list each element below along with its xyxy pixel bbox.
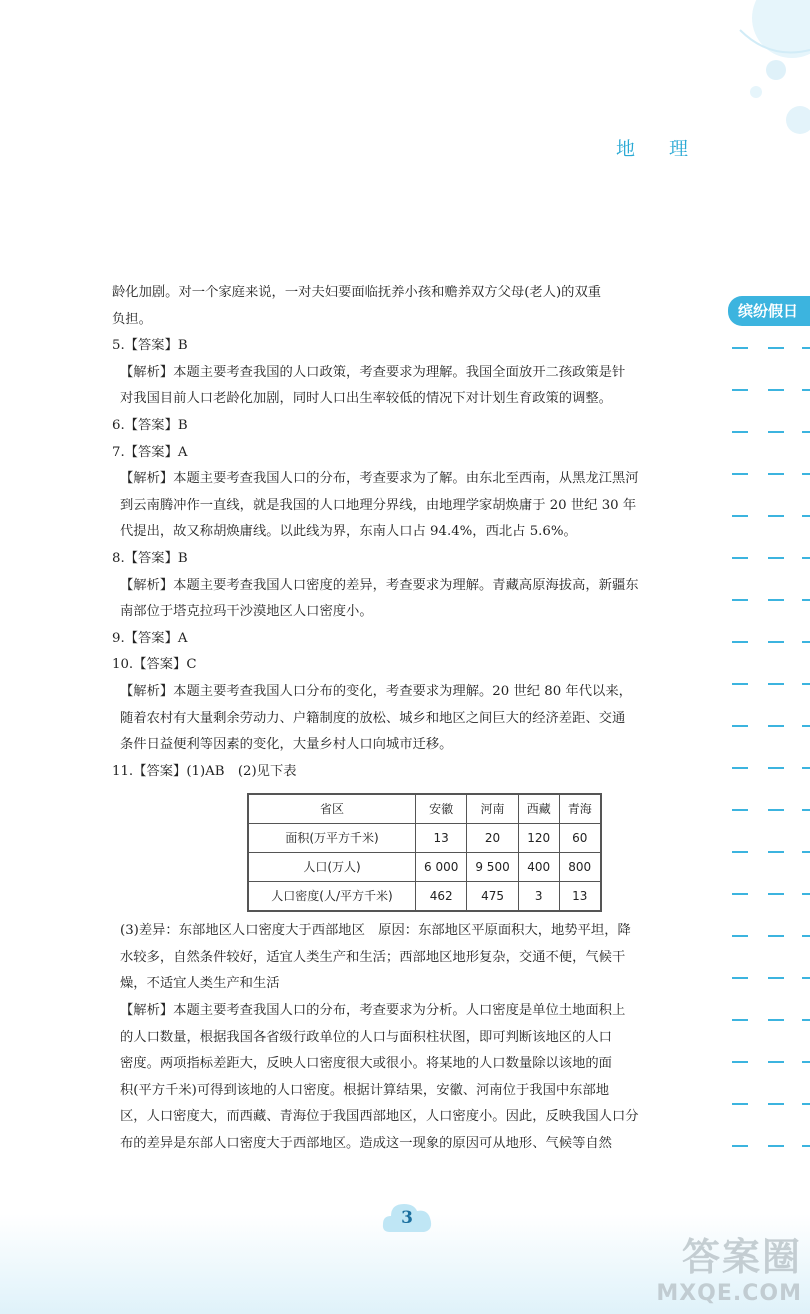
page-number-text: 3 bbox=[401, 1208, 413, 1228]
side-note-lines bbox=[728, 340, 810, 1160]
table-header: 河南 bbox=[467, 794, 518, 824]
text-line: 密度。两项指标差距大，反映人口密度很大或很小。将某地的人口数量除以该地的面 bbox=[120, 1056, 612, 1072]
table-cell: 800 bbox=[559, 853, 601, 882]
table-header: 安徽 bbox=[416, 794, 467, 824]
table-cell: 面积(万平方千米) bbox=[248, 824, 416, 853]
table-cell: 9 500 bbox=[467, 853, 518, 882]
table-row bbox=[248, 824, 601, 853]
table-cell: 20 bbox=[467, 824, 518, 853]
table-cell: 13 bbox=[416, 824, 467, 853]
subject-title: 地 理 bbox=[615, 138, 702, 160]
table-cell: 60 bbox=[559, 824, 601, 853]
watermark-logo bbox=[656, 1226, 802, 1306]
side-tab: 缤纷假日 bbox=[728, 296, 810, 326]
answer-line: 6.【答案】B bbox=[112, 417, 188, 433]
text-line: 条件日益便利等因素的变化，大量乡村人口向城市迁移。 bbox=[120, 737, 453, 753]
answer-line: 5.【答案】B bbox=[112, 338, 188, 354]
text-line: 水较多，自然条件较好，适宜人类生产和生活；西部地区地形复杂，交通不便，气候干 bbox=[120, 949, 626, 965]
analysis-line: 【解析】本题主要考查我国人口分布的变化，考查要求为理解。20 世纪 80 年代以来， bbox=[120, 683, 632, 699]
text-line: 积(平方千米)可得到该地的人口密度。根据计算结果，安徽、河南位于我国中东部地 bbox=[120, 1082, 610, 1098]
table-row bbox=[248, 853, 601, 882]
analysis-line: 【解析】本题主要考查我国人口的分布，考查要求为了解。由东北至西南，从黑龙江黑河 bbox=[120, 471, 639, 487]
watermark-line1: 答案圈 bbox=[681, 1235, 802, 1279]
analysis-line: 【解析】本题主要考查我国的人口政策，考查要求为理解。我国全面放开二孩政策是针 bbox=[120, 364, 626, 380]
table-header: 省区 bbox=[248, 794, 416, 824]
text-line: 南部位于塔克拉玛干沙漠地区人口密度小。 bbox=[120, 604, 373, 620]
table-cell: 6 000 bbox=[416, 853, 467, 882]
text-line: 负担。 bbox=[112, 311, 152, 327]
text-line: 到云南腾冲作一直线，就是我国的人口地理分界线，由地理学家胡焕庸于 20 世纪 30 年 bbox=[120, 497, 637, 513]
text-line: 龄化加剧。对一个家庭来说，一对夫妇要面临抚养小孩和赡养双方父母(老人)的双重 bbox=[112, 285, 602, 300]
analysis-line: 【解析】本题主要考查我国人口的分布，考查要求为分析。人口密度是单位土地面积上 bbox=[120, 1003, 626, 1019]
text-line: 燥，不适宜人类生产和生活 bbox=[120, 976, 280, 992]
page-number bbox=[380, 1198, 434, 1238]
text-line: 的人口数量，根据我国各省级行政单位的人口与面积柱状图，即可判断该地区的人口 bbox=[120, 1029, 612, 1045]
text-line: 区，人口密度大，而西藏、青海位于我国西部地区，人口密度小。因此，反映我国人口分 bbox=[120, 1109, 639, 1125]
analysis-line: 【解析】本题主要考查我国人口密度的差异，考查要求为理解。青藏高原海拔高，新疆东 bbox=[120, 577, 639, 593]
table-cell: 人口(万人) bbox=[248, 853, 416, 882]
watermark-line2: MXQE.COM bbox=[656, 1281, 802, 1306]
population-table bbox=[247, 793, 602, 912]
answer-line: 11.【答案】(1)AB (2)见下表 bbox=[112, 763, 297, 779]
table-cell: 人口密度(人/平方千米) bbox=[248, 882, 416, 912]
table-header-row bbox=[248, 794, 601, 824]
text-line: 布的差异是东部人口密度大于西部地区。造成这一现象的原因可从地形、气候等自然 bbox=[120, 1136, 612, 1152]
table-cell: 3 bbox=[518, 882, 559, 912]
answer-line: 9.【答案】A bbox=[112, 630, 188, 646]
table-row bbox=[248, 882, 601, 912]
table-cell: 400 bbox=[518, 853, 559, 882]
table-header: 青海 bbox=[559, 794, 601, 824]
table-cell: 120 bbox=[518, 824, 559, 853]
text-line: 随着农村有大量剩余劳动力、户籍制度的放松、城乡和地区之间巨大的经济差距、交通 bbox=[120, 710, 626, 726]
table-cell: 475 bbox=[467, 882, 518, 912]
answer-content bbox=[112, 280, 702, 1158]
table-cell: 462 bbox=[416, 882, 467, 912]
corner-decoration bbox=[680, 0, 810, 140]
text-line: (3)差异：东部地区人口密度大于西部地区 原因：东部地区平原面积大，地势平坦，降 bbox=[120, 923, 631, 939]
table-header: 西藏 bbox=[518, 794, 559, 824]
answer-line: 7.【答案】A bbox=[112, 444, 188, 460]
table-cell: 13 bbox=[559, 882, 601, 912]
text-line: 对我国目前人口老龄化加剧，同时人口出生率较低的情况下对计划生育政策的调整。 bbox=[120, 391, 612, 407]
text-line: 代提出，故又称胡焕庸线。以此线为界，东南人口占 94.4%，西北占 5.6%。 bbox=[120, 524, 577, 540]
answer-line: 10.【答案】C bbox=[112, 657, 197, 673]
answer-line: 8.【答案】B bbox=[112, 550, 188, 566]
